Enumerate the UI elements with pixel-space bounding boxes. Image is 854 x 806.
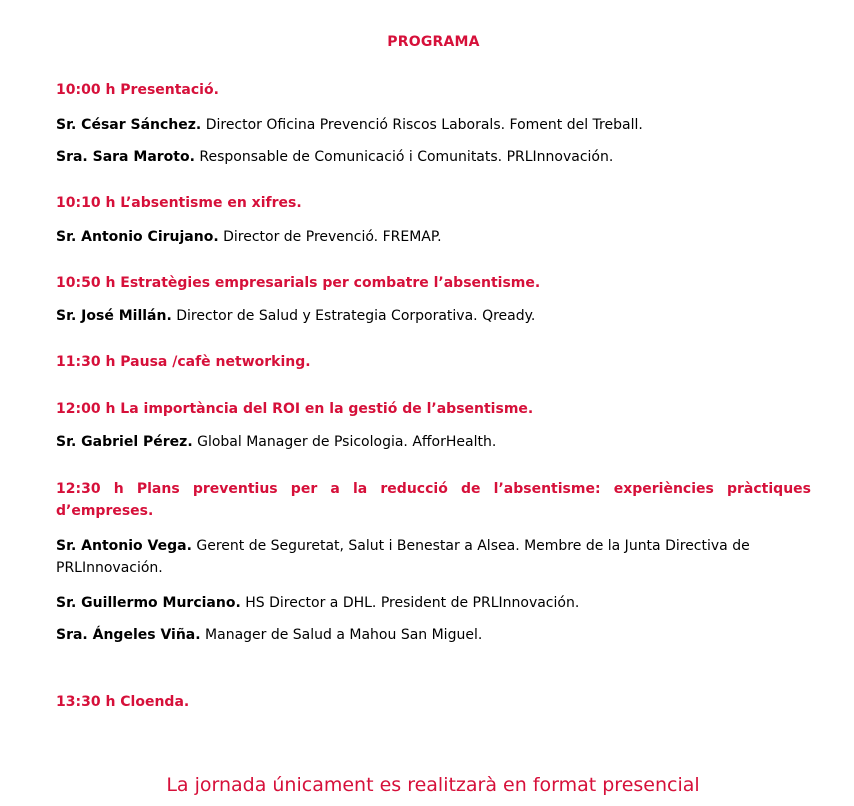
speaker-line xyxy=(56,624,811,646)
session-heading: 10:00 h Presentació. xyxy=(56,82,219,98)
speaker-description: Manager de Salud a Mahou San Miguel. xyxy=(205,627,483,643)
speaker-name: Sr. Antonio Cirujano. xyxy=(56,229,219,245)
speaker-line xyxy=(56,305,811,327)
speaker-name: Sra. Sara Maroto. xyxy=(56,149,195,165)
speaker-name: Sr. Antonio Vega. xyxy=(56,538,192,554)
session-heading: 10:10 h L’absentisme en xifres. xyxy=(56,195,302,211)
speaker-description: Responsable de Comunicació i Comunitats. PRLInnovación. xyxy=(199,149,614,165)
session-heading: 12:30 h Plans preventius per a la reducció de l’absentisme: experiències pràctiques d’empreses. xyxy=(56,481,811,519)
speaker-description: Director de Salud y Estrategia Corporativa. Qready. xyxy=(176,308,536,324)
speaker-name: Sr. Gabriel Pérez. xyxy=(56,434,193,450)
speaker-description: Director de Prevenció. FREMAP. xyxy=(223,229,442,245)
speaker-description: Director Oficina Prevenció Riscos Laborals. Foment del Treball. xyxy=(205,117,643,133)
session-heading: 11:30 h Pausa /cafè networking. xyxy=(56,354,311,370)
speaker-line xyxy=(56,592,811,614)
speaker-line xyxy=(56,431,811,453)
speaker-line xyxy=(56,535,811,579)
session-heading: 13:30 h Cloenda. xyxy=(56,694,190,710)
speaker-description: Global Manager de Psicologia. AfforHealth. xyxy=(197,434,497,450)
footer-note: La jornada únicament es realitzarà en format presencial xyxy=(166,774,700,796)
speaker-line xyxy=(56,114,811,136)
speaker-name: Sr. Guillermo Murciano. xyxy=(56,595,241,611)
speaker-name: Sr. José Millán. xyxy=(56,308,172,324)
session-heading: 12:00 h La importància del ROI en la gestió de l’absentisme. xyxy=(56,401,534,417)
session-heading: 10:50 h Estratègies empresarials per combatre l’absentisme. xyxy=(56,275,541,291)
page-title: PROGRAMA xyxy=(387,34,480,50)
speaker-description: HS Director a DHL. President de PRLInnovación. xyxy=(245,595,580,611)
speaker-name: Sr. César Sánchez. xyxy=(56,117,202,133)
speaker-description: Gerent de Seguretat, Salut i Benestar a Alsea. Membre de la Junta Directiva de PRLInnovación. xyxy=(56,538,750,576)
speaker-name: Sra. Ángeles Viña. xyxy=(56,627,201,643)
speaker-line xyxy=(56,146,811,168)
speaker-line xyxy=(56,226,811,248)
